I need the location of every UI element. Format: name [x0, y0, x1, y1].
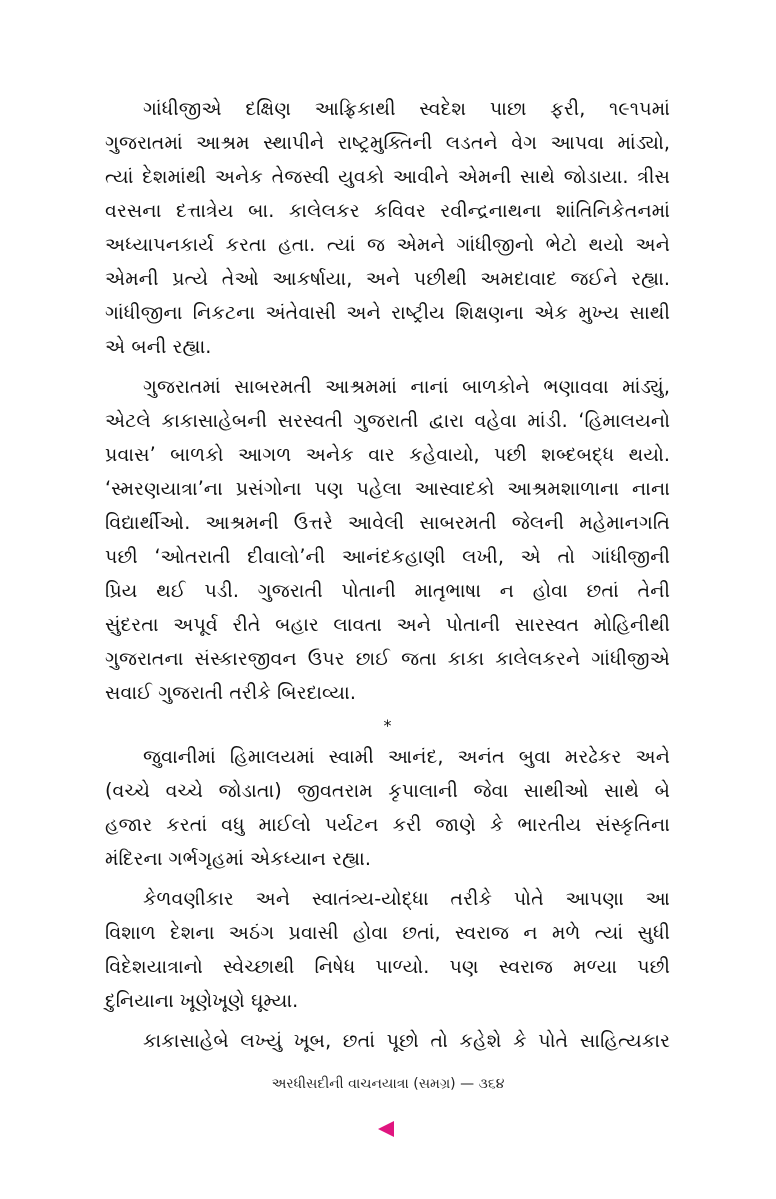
- text-line: ગુજરાતના સંસ્કારજીવન ઉપર છાઈ જતા કાકા કાલેલકરને ગાંધીજીએ: [105, 647, 670, 670]
- text-line: મંદિરના ગર્ભગૃહમાં એકધ્યાન રહ્યા.: [105, 847, 371, 870]
- text-line: ગુજરાતમાં આશ્રમ સ્થાપીને રાષ્ટ્રમુક્તિની લડતને વેગ આપવા માંડ્યો,: [105, 131, 670, 154]
- text-line: એટલે કાકાસાહેબની સરસ્વતી ગુજરાતી દ્વારા વહેવા માંડી. ‘હિમાલયનો: [105, 409, 670, 432]
- text-line: વિદ્યાર્થીઓ. આશ્રમની ઉત્તરે આવેલી સાબરમતી જેલની મહેમાનગતિ: [105, 511, 670, 534]
- paragraph-3: [105, 740, 670, 876]
- text-line: પ્રિય થઈ પડી. ગુજરાતી પોતાની માતૃભાષા ન હોવા છતાં તેની: [105, 579, 670, 602]
- paragraph-4: [105, 882, 670, 1018]
- left-triangle-icon[interactable]: [378, 1121, 394, 1137]
- text-line: પ્રવાસ’ બાળકો આગળ અનેક વાર કહેવાયો, પછી શબ્દબદ્ધ થયો.: [105, 443, 670, 466]
- paragraph-1: [105, 92, 670, 364]
- text-line: ગાંધીજીના નિકટના અંતેવાસી અને રાષ્ટ્રીય શિક્ષણના એક મુખ્ય સાથી: [105, 301, 670, 324]
- paragraph-2: [105, 370, 670, 710]
- text-line: ત્યાં દેશમાંથી અનેક તેજસ્વી યુવકો આવીને એમની સાથે જોડાયા. ત્રીસ: [105, 165, 670, 188]
- page-footer: અરધીસદીની વાચનયાત્રા (સમગ્ર) — ૩૬૪: [271, 1076, 505, 1092]
- text-line: વિદેશયાત્રાનો સ્વેચ્છાથી નિષેધ પાળ્યો. પણ સ્વરાજ મળ્યા પછી: [105, 955, 670, 978]
- text-line: સવાઈ ગુજરાતી તરીકે બિરદાવ્યા.: [105, 681, 356, 704]
- section-separator: *: [383, 716, 392, 735]
- text-line: અધ્યાપનકાર્ય કરતા હતા. ત્યાં જ એમને ગાંધીજીનો ભેટો થયો અને: [105, 233, 670, 256]
- text-line: દુનિયાના ખૂણેખૂણે ઘૂમ્યા.: [105, 989, 299, 1012]
- text-line: એ બની રહ્યા.: [105, 335, 212, 358]
- text-line: પછી ‘ઓતરાતી દીવાલો’ની આનંદકહાણી લખી, એ તો ગાંધીજીની: [105, 545, 670, 568]
- paragraph-5: [105, 1024, 670, 1058]
- text-line: (વચ્ચે વચ્ચે જોડાતા) જીવતરામ કૃપાલાની જેવા સાથીઓ સાથે બે: [105, 779, 670, 802]
- text-line: ગુજરાતમાં સાબરમતી આશ્રમમાં નાનાં બાળકોને ભણાવવા માંડ્યું,: [143, 375, 670, 398]
- text-line: એમની પ્રત્યે તેઓ આકર્ષાયા, અને પછીથી અમદાવાદ જઈને રહ્યા.: [105, 267, 670, 290]
- text-line: વરસના દત્તાત્રેય બા. કાલેલકર કવિવર રવીન્દ્રનાથના શાંતિનિકેતનમાં: [105, 199, 670, 222]
- text-line: હજાર કરતાં વધુ માઈલો પર્યટન કરી જાણે કે ભારતીય સંસ્કૃતિના: [105, 813, 670, 836]
- text-line: કેળવણીકાર અને સ્વાતંત્ર્ય-યોદ્ધા તરીકે પોતે આપણા આ: [143, 887, 670, 910]
- text-line: સુંદરતા અપૂર્વ રીતે બહાર લાવતા અને પોતાની સારસ્વત મોહિનીથી: [105, 613, 670, 636]
- text-line: જુવાનીમાં હિમાલયમાં સ્વામી આનંદ, અનંત બુવા મરઢેકર અને: [143, 745, 670, 768]
- text-line: ‘સ્મરણયાત્રા’ના પ્રસંગોના પણ પહેલા આસ્વાદકો આશ્રમશાળાના નાના: [105, 477, 670, 500]
- text-line: કાકાસાહેબે લખ્યું ખૂબ, છતાં પૂછો તો કહેશે કે પોતે સાહિત્યકાર: [143, 1029, 670, 1052]
- page-body: [105, 92, 670, 1064]
- text-line: વિશાળ દેશના અઠંગ પ્રવાસી હોવા છતાં, સ્વરાજ ન મળે ત્યાં સુધી: [105, 921, 670, 944]
- text-line: ગાંધીજીએ દક્ષિણ આફ્રિકાથી સ્વદેશ પાછા ફરી, ૧૯૧૫માં: [143, 97, 670, 120]
